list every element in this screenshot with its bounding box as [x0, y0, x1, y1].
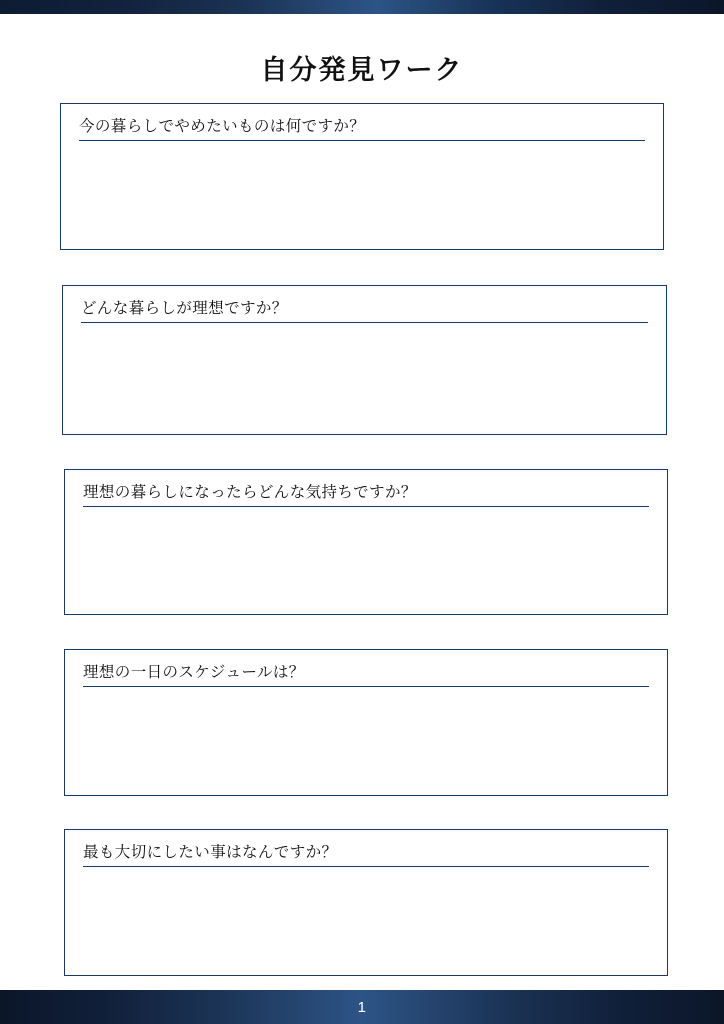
- section-block-4: [64, 649, 668, 796]
- section-block-5: [64, 829, 668, 976]
- section-answer-area-1[interactable]: [79, 141, 645, 243]
- section-question-1: 今の暮らしでやめたいものは何ですか？: [79, 118, 366, 135]
- bottom-decorative-bar: [0, 990, 724, 1024]
- page-number: 1: [357, 998, 367, 1016]
- section-answer-area-2[interactable]: [81, 323, 648, 428]
- page-title: 自分発見ワーク: [260, 55, 464, 85]
- section-answer-area-3[interactable]: [83, 507, 649, 608]
- section-question-3: 理想の暮らしになったらどんな気持ちですか？: [83, 484, 417, 501]
- section-question-4: 理想の一日のスケジュールは？: [83, 664, 305, 681]
- section-answer-area-4[interactable]: [83, 687, 649, 789]
- section-answer-area-5[interactable]: [83, 867, 649, 969]
- section-question-5: 最も大切にしたい事はなんですか？: [83, 844, 338, 861]
- top-decorative-bar: [0, 0, 724, 14]
- section-block-1: [60, 103, 664, 250]
- section-block-2: [62, 285, 667, 435]
- section-block-3: [64, 469, 668, 615]
- section-question-2: どんな暮らしが理想ですか？: [81, 300, 288, 317]
